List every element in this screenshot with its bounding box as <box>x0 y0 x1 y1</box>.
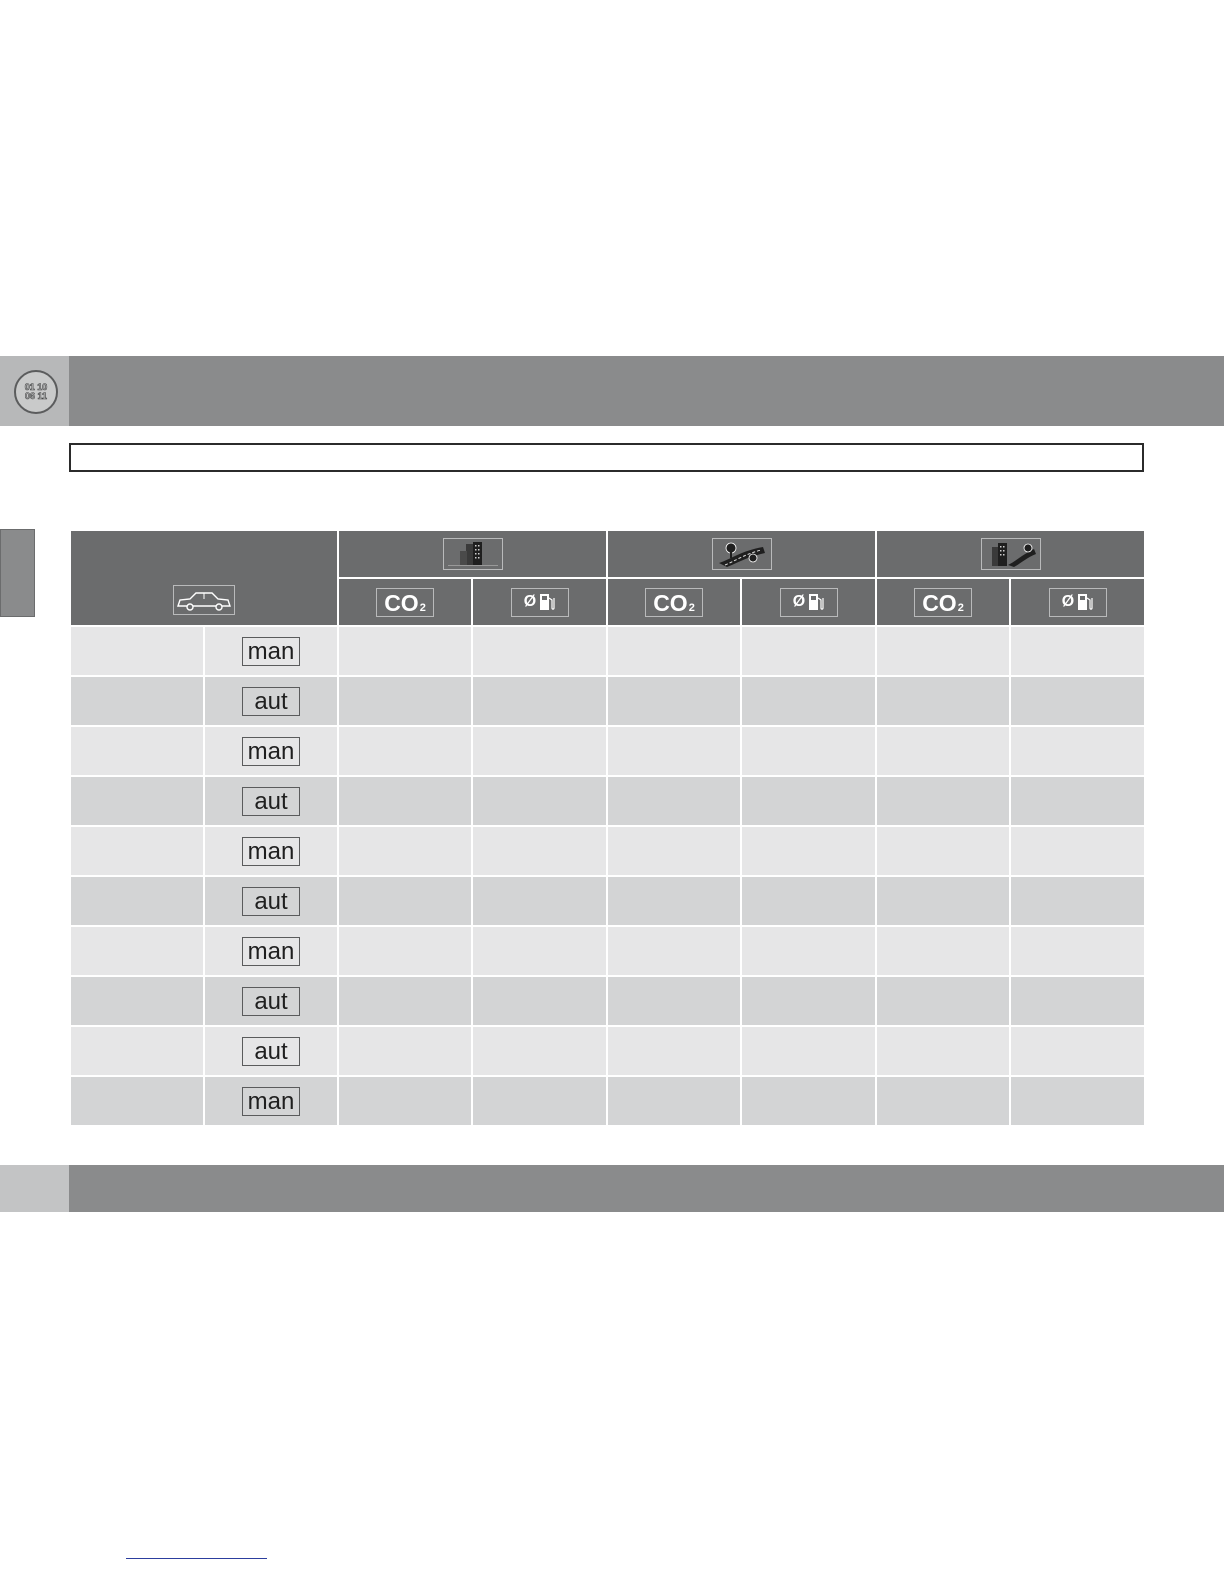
extra-urban-co2-cell <box>607 826 741 876</box>
chapter-badge-bottom: 06 11 <box>24 391 48 401</box>
model-cell <box>70 1026 204 1076</box>
extra-urban-fuel-cell <box>741 776 876 826</box>
combined-co2-cell <box>876 876 1010 926</box>
vehicle-header-cell <box>70 530 338 626</box>
urban-driving-icon <box>443 538 503 570</box>
table-row <box>70 926 1145 976</box>
chapter-badge <box>14 370 58 414</box>
combined-fuel-cell <box>1010 626 1145 676</box>
combined-group-header <box>876 530 1145 578</box>
urban-co2-cell <box>338 1026 472 1076</box>
combined-co2-cell <box>876 626 1010 676</box>
combined-co2-header <box>876 578 1010 626</box>
extra-urban-co2-cell <box>607 726 741 776</box>
table-row <box>70 1076 1145 1126</box>
combined-co2-cell <box>876 826 1010 876</box>
urban-group-header <box>338 530 607 578</box>
combined-fuel-cell <box>1010 676 1145 726</box>
transmission-cell <box>204 876 338 926</box>
footer-left-block <box>0 1165 69 1212</box>
extra-urban-co2-cell <box>607 976 741 1026</box>
extra-urban-fuel-header <box>741 578 876 626</box>
extra-urban-co2-cell <box>607 876 741 926</box>
transmission-cell <box>204 1076 338 1126</box>
transmission-cell <box>204 1026 338 1076</box>
urban-fuel-cell <box>472 826 607 876</box>
transmission-label: aut <box>242 887 300 916</box>
extra-urban-fuel-cell <box>741 976 876 1026</box>
urban-fuel-header <box>472 578 607 626</box>
extra-urban-co2-cell <box>607 1026 741 1076</box>
transmission-label: man <box>242 637 300 666</box>
extra-urban-fuel-cell <box>741 876 876 926</box>
table-row <box>70 876 1145 926</box>
urban-co2-cell <box>338 776 472 826</box>
section-title-box <box>69 443 1144 472</box>
co2-label: CO 2 <box>376 588 434 617</box>
transmission-cell <box>204 626 338 676</box>
urban-co2-cell <box>338 676 472 726</box>
combined-fuel-cell <box>1010 776 1145 826</box>
extra-urban-co2-cell <box>607 776 741 826</box>
bottom-divider-line <box>126 1558 267 1559</box>
urban-co2-cell <box>338 626 472 676</box>
urban-fuel-cell <box>472 876 607 926</box>
extra-urban-co2-header <box>607 578 741 626</box>
urban-co2-cell <box>338 1076 472 1126</box>
average-fuel-label <box>1049 588 1107 617</box>
fuel-pump-icon <box>539 592 555 612</box>
average-symbol: Ø <box>523 593 537 610</box>
transmission-cell <box>204 926 338 976</box>
table-row <box>70 976 1145 1026</box>
model-cell <box>70 626 204 676</box>
table-row <box>70 1026 1145 1076</box>
average-fuel-label <box>780 588 838 617</box>
extra-urban-co2-cell <box>607 626 741 676</box>
combined-fuel-cell <box>1010 826 1145 876</box>
combined-co2-cell <box>876 976 1010 1026</box>
table-row <box>70 826 1145 876</box>
model-cell <box>70 826 204 876</box>
combined-fuel-cell <box>1010 1076 1145 1126</box>
transmission-cell <box>204 976 338 1026</box>
table-row <box>70 626 1145 676</box>
combined-co2-cell <box>876 676 1010 726</box>
car-outline-icon <box>173 585 235 615</box>
average-fuel-label <box>511 588 569 617</box>
table-row <box>70 726 1145 776</box>
urban-co2-cell <box>338 976 472 1026</box>
urban-fuel-cell <box>472 1026 607 1076</box>
extra-urban-driving-icon <box>712 538 772 570</box>
combined-fuel-cell <box>1010 1026 1145 1076</box>
combined-co2-cell <box>876 926 1010 976</box>
combined-fuel-cell <box>1010 976 1145 1026</box>
urban-fuel-cell <box>472 926 607 976</box>
urban-fuel-cell <box>472 776 607 826</box>
urban-fuel-cell <box>472 726 607 776</box>
urban-co2-cell <box>338 926 472 976</box>
transmission-label: man <box>242 937 300 966</box>
chapter-header-left-block <box>0 356 69 426</box>
urban-fuel-cell <box>472 976 607 1026</box>
combined-co2-cell <box>876 726 1010 776</box>
transmission-label: man <box>242 1087 300 1116</box>
urban-co2-cell <box>338 876 472 926</box>
side-thumb-tab <box>0 529 35 617</box>
extra-urban-co2-cell <box>607 926 741 976</box>
chapter-header-band <box>0 356 1224 426</box>
extra-urban-fuel-cell <box>741 1026 876 1076</box>
transmission-label: aut <box>242 787 300 816</box>
transmission-cell <box>204 776 338 826</box>
extra-urban-fuel-cell <box>741 926 876 976</box>
model-cell <box>70 676 204 726</box>
page-footer-band <box>0 1165 1224 1212</box>
fuel-pump-icon <box>808 592 824 612</box>
extra-urban-co2-cell <box>607 1076 741 1126</box>
fuel-pump-icon <box>1077 592 1093 612</box>
model-cell <box>70 926 204 976</box>
combined-fuel-cell <box>1010 926 1145 976</box>
transmission-cell <box>204 676 338 726</box>
model-cell <box>70 776 204 826</box>
transmission-label: man <box>242 737 300 766</box>
transmission-label: aut <box>242 987 300 1016</box>
extra-urban-fuel-cell <box>741 1076 876 1126</box>
model-cell <box>70 976 204 1026</box>
urban-fuel-cell <box>472 1076 607 1126</box>
average-symbol: Ø <box>792 593 806 610</box>
transmission-label: aut <box>242 1037 300 1066</box>
transmission-cell <box>204 826 338 876</box>
combined-co2-cell <box>876 1076 1010 1126</box>
urban-fuel-cell <box>472 676 607 726</box>
combined-fuel-header <box>1010 578 1145 626</box>
urban-co2-cell <box>338 826 472 876</box>
extra-urban-fuel-cell <box>741 726 876 776</box>
transmission-cell <box>204 726 338 776</box>
consumption-emissions-table <box>69 529 1146 1127</box>
combined-driving-icon <box>981 538 1041 570</box>
co2-label: CO 2 <box>914 588 972 617</box>
model-cell <box>70 726 204 776</box>
combined-fuel-cell <box>1010 726 1145 776</box>
table-row <box>70 676 1145 726</box>
extra-urban-group-header <box>607 530 876 578</box>
urban-co2-cell <box>338 726 472 776</box>
combined-co2-cell <box>876 1026 1010 1076</box>
chapter-badge-top: 01 10 <box>24 382 48 392</box>
extra-urban-fuel-cell <box>741 826 876 876</box>
combined-co2-cell <box>876 776 1010 826</box>
transmission-label: man <box>242 837 300 866</box>
urban-fuel-cell <box>472 626 607 676</box>
co2-label: CO 2 <box>645 588 703 617</box>
average-symbol: Ø <box>1061 593 1075 610</box>
model-cell <box>70 1076 204 1126</box>
urban-co2-header <box>338 578 472 626</box>
extra-urban-fuel-cell <box>741 676 876 726</box>
table-row <box>70 776 1145 826</box>
extra-urban-co2-cell <box>607 676 741 726</box>
extra-urban-fuel-cell <box>741 626 876 676</box>
model-cell <box>70 876 204 926</box>
combined-fuel-cell <box>1010 876 1145 926</box>
transmission-label: aut <box>242 687 300 716</box>
